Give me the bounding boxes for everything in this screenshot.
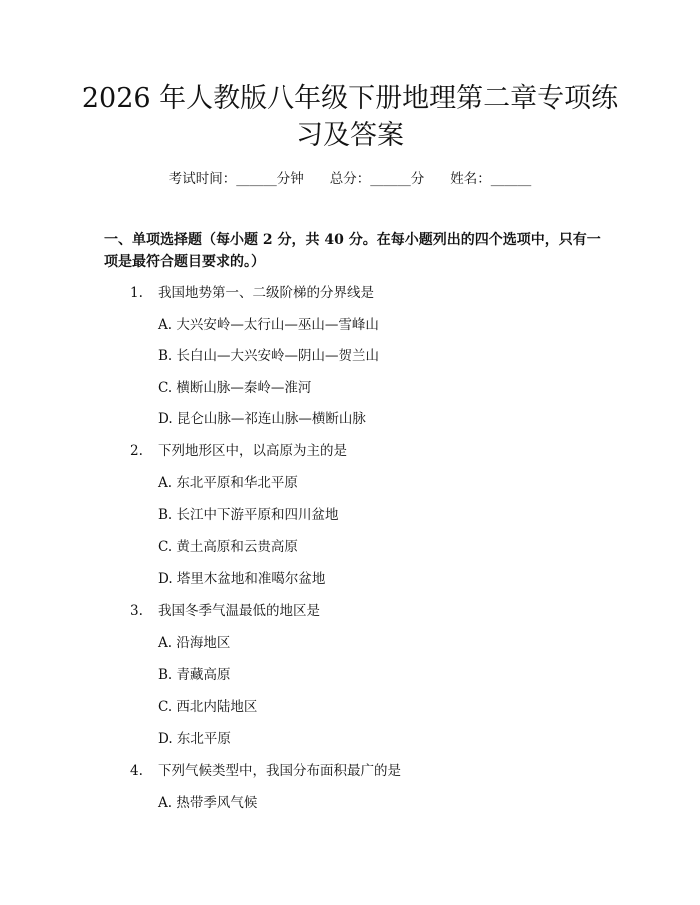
option: A. 大兴安岭—太行山—巫山—雪峰山	[158, 317, 379, 333]
question-text: 下列地形区中，以高原为主的是	[158, 443, 347, 459]
question-number: 1.	[130, 285, 143, 301]
option: A. 沿海地区	[158, 635, 231, 651]
exam-meta	[0, 169, 700, 189]
option: D. 塔里木盆地和准噶尔盆地	[158, 571, 326, 587]
option: B. 长白山—大兴安岭—阴山—贺兰山	[158, 348, 380, 364]
name-label: 姓名：______	[450, 171, 532, 187]
exam-time-label: 考试时间：______分钟	[168, 171, 304, 187]
option: B. 青藏高原	[158, 667, 231, 683]
question-text: 下列气候类型中，我国分布面积最广的是	[158, 763, 401, 779]
option: C. 西北内陆地区	[158, 699, 258, 715]
option: D. 东北平原	[158, 731, 231, 747]
document-title: 2026 年人教版八年级下册地理第二章专项练习及答案	[81, 83, 619, 151]
question-number: 3.	[130, 603, 143, 619]
option: D. 昆仑山脉—祁连山脉—横断山脉	[158, 411, 366, 427]
total-score-label: 总分：______分	[329, 171, 425, 187]
question-number: 2.	[130, 443, 143, 459]
question-text: 我国地势第一、二级阶梯的分界线是	[158, 285, 374, 301]
section-title: 一、单项选择题（每小题 2 分，共 40 分。在每小题列出的四个选项中，只有一项是最符合题目要求的。）	[104, 232, 601, 270]
option: C. 横断山脉—秦岭—淮河	[158, 380, 312, 396]
option: A. 东北平原和华北平原	[158, 475, 298, 491]
question-text: 我国冬季气温最低的地区是	[158, 603, 320, 619]
option: A. 热带季风气候	[158, 795, 258, 811]
option: C. 黄土高原和云贵高原	[158, 539, 298, 555]
option: B. 长江中下游平原和四川盆地	[158, 507, 339, 523]
question-number: 4.	[130, 763, 143, 779]
